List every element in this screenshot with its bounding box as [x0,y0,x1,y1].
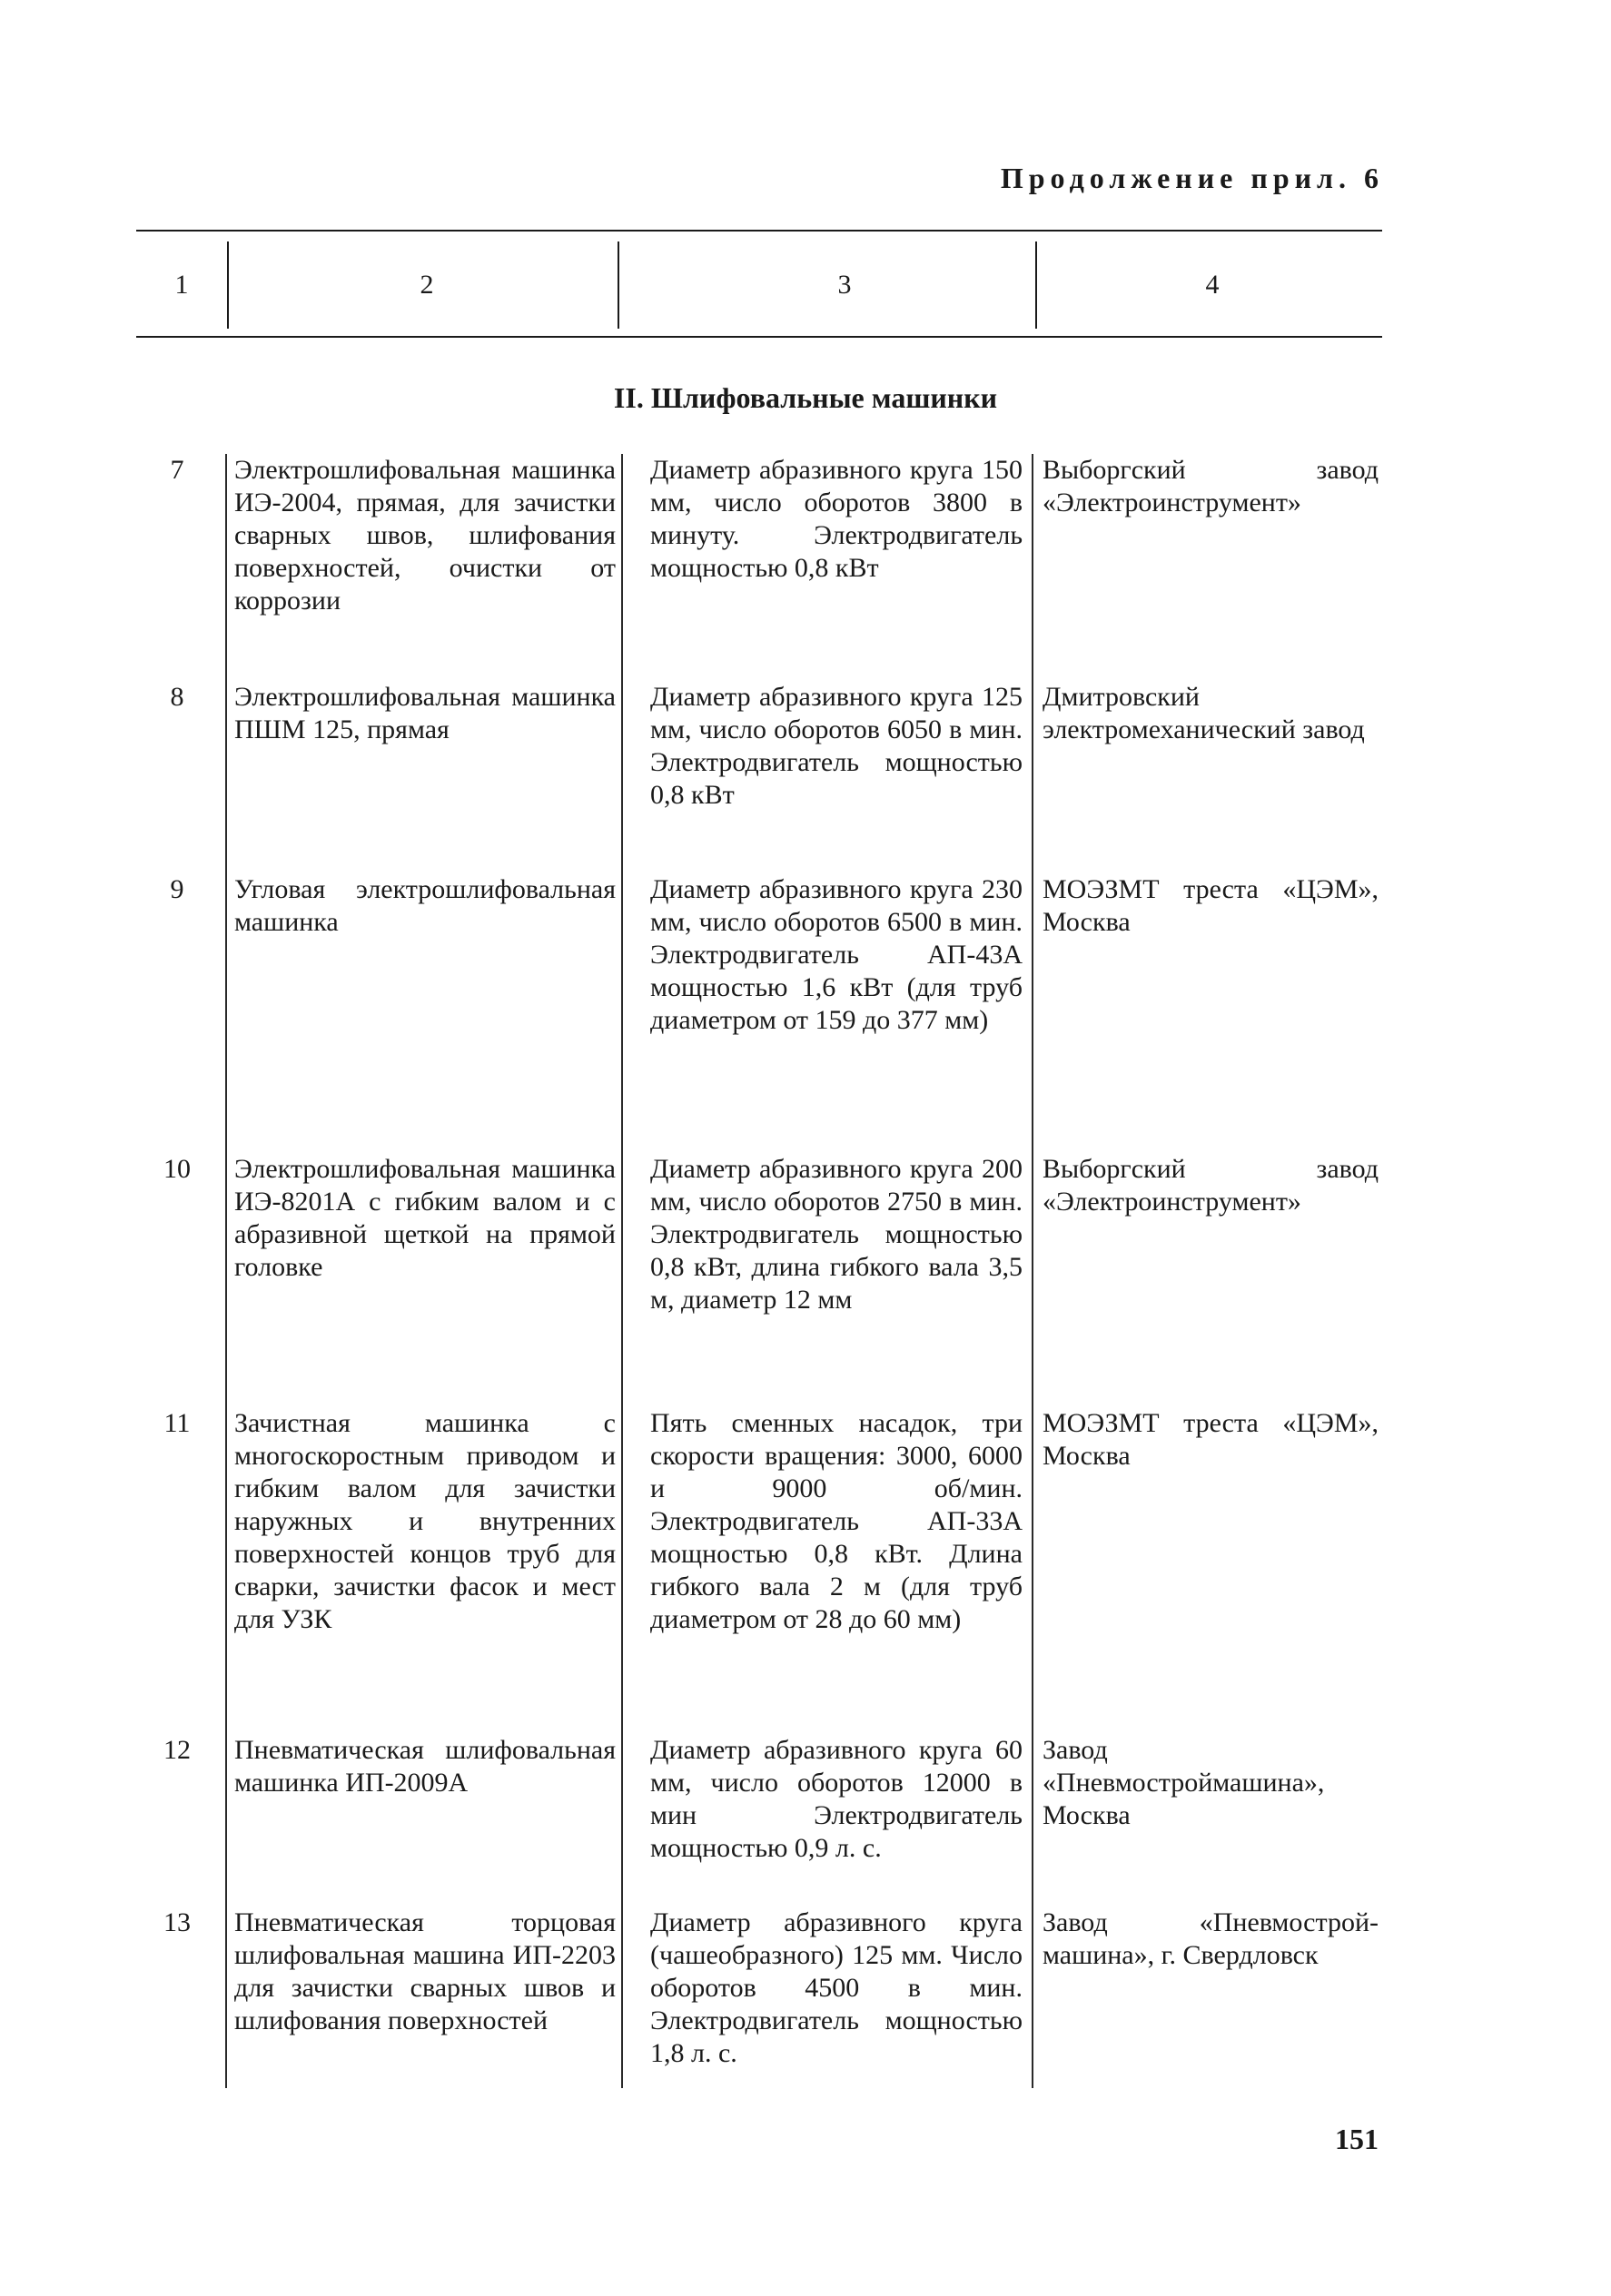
row-number: 8 [170,682,184,712]
machine-name: Электрошлифовальная машинка ИЭ-2004, прямая, для зачистки сварных швов, шлифования поверхностей, очистки от коррозии [234,455,616,616]
row-number: 7 [170,455,184,485]
manufacturer: Дмитровский электромеханический завод [1043,682,1365,744]
column-divider [621,454,623,2088]
machine-spec: Диаметр абразивного круга (чашеобразного) 125 мм. Число оборотов 4500 в мин. Электродвигатель мощностью 1,8 л. с. [650,1907,1023,2068]
manufacturer: МОЭЗМТ треста «ЦЭМ», Москва [1043,874,1379,937]
row-number: 9 [170,874,184,904]
row-number: 13 [163,1907,191,1937]
machine-spec: Пять сменных насадок, три скорости вращения: 3000, 6000 и 9000 об/мин. Электродвигатель АП-33А мощностью 0,8 кВт. Длина гибкого вала 2 м (для труб диаметром от 28 до 60 мм) [650,1408,1023,1634]
manufacturer: Выборгский завод «Электроинструмент» [1043,1154,1379,1217]
table-header-rule [136,336,1382,338]
machine-name: Электрошлифовальная машинка ПШМ 125, прямая [234,682,616,744]
machine-name: Пневматическая торцовая шлифовальная машина ИП-2203 для зачистки сварных швов и шлифования поверхностей [234,1907,616,2035]
manufacturer: МОЭЗМТ треста «ЦЭМ», Москва [1043,1408,1379,1471]
column-number: 1 [174,270,189,300]
section-title: II. Шлифовальные машинки [613,381,998,414]
machine-spec: Диаметр абразивного круга 60 мм, число оборотов 12000 в мин Электродвигатель мощностью 0,9 л. с. [650,1735,1023,1863]
machine-name: Угловая электрошлифовальная машинка [234,874,616,937]
continuation-header: Продолжение прил. 6 [1000,162,1384,194]
machine-name: Электрошлифовальная машинка ИЭ-8201А с гибким валом и с абразивной щеткой на прямой головке [234,1154,616,1282]
page-number: 151 [1335,2123,1379,2155]
header-divider [1035,241,1037,329]
table-top-rule [136,230,1382,232]
header-divider [227,241,229,329]
machine-spec: Диаметр абразивного круга 125 мм, число оборотов 6050 в мин. Электродвигатель мощностью 0,8 кВт [650,682,1023,810]
machine-spec: Диаметр абразивного круга 230 мм, число оборотов 6500 в мин. Электродвигатель АП-43А мощностью 1,6 кВт (для труб диаметром от 159 до 377 мм) [650,874,1023,1035]
manufacturer: Выборгский завод «Электроинструмент» [1043,455,1379,517]
column-divider [225,454,227,2088]
column-number: 4 [1205,270,1220,300]
machine-spec: Диаметр абразивного круга 200 мм, число оборотов 2750 в мин. Электродвигатель мощностью 0,8 кВт, длина гибкого вала 3,5 м, диаметр 12 мм [650,1154,1023,1315]
column-number: 2 [420,270,434,300]
machine-name: Пневматическая шлифовальная машинка ИП-2009А [234,1735,616,1798]
header-divider [618,241,619,329]
row-number: 12 [163,1735,191,1765]
column-number: 3 [837,270,852,300]
machine-spec: Диаметр абразивного круга 150 мм, число оборотов 3800 в минуту. Электродвигатель мощностью 0,8 кВт [650,455,1023,583]
row-number: 11 [163,1408,191,1438]
manufacturer: Завод «Пневмострой-машина», г. Свердловск [1043,1907,1379,1970]
manufacturer: Завод «Пневмостроймашина», Москва [1043,1735,1325,1830]
row-number: 10 [163,1154,191,1184]
machine-name: Зачистная машинка с многоскоростным приводом и гибким валом для зачистки наружных и внутренних поверхностей концов труб для сварки, зачистки фасок и мест для УЗК [234,1408,616,1634]
column-divider [1032,454,1033,2088]
